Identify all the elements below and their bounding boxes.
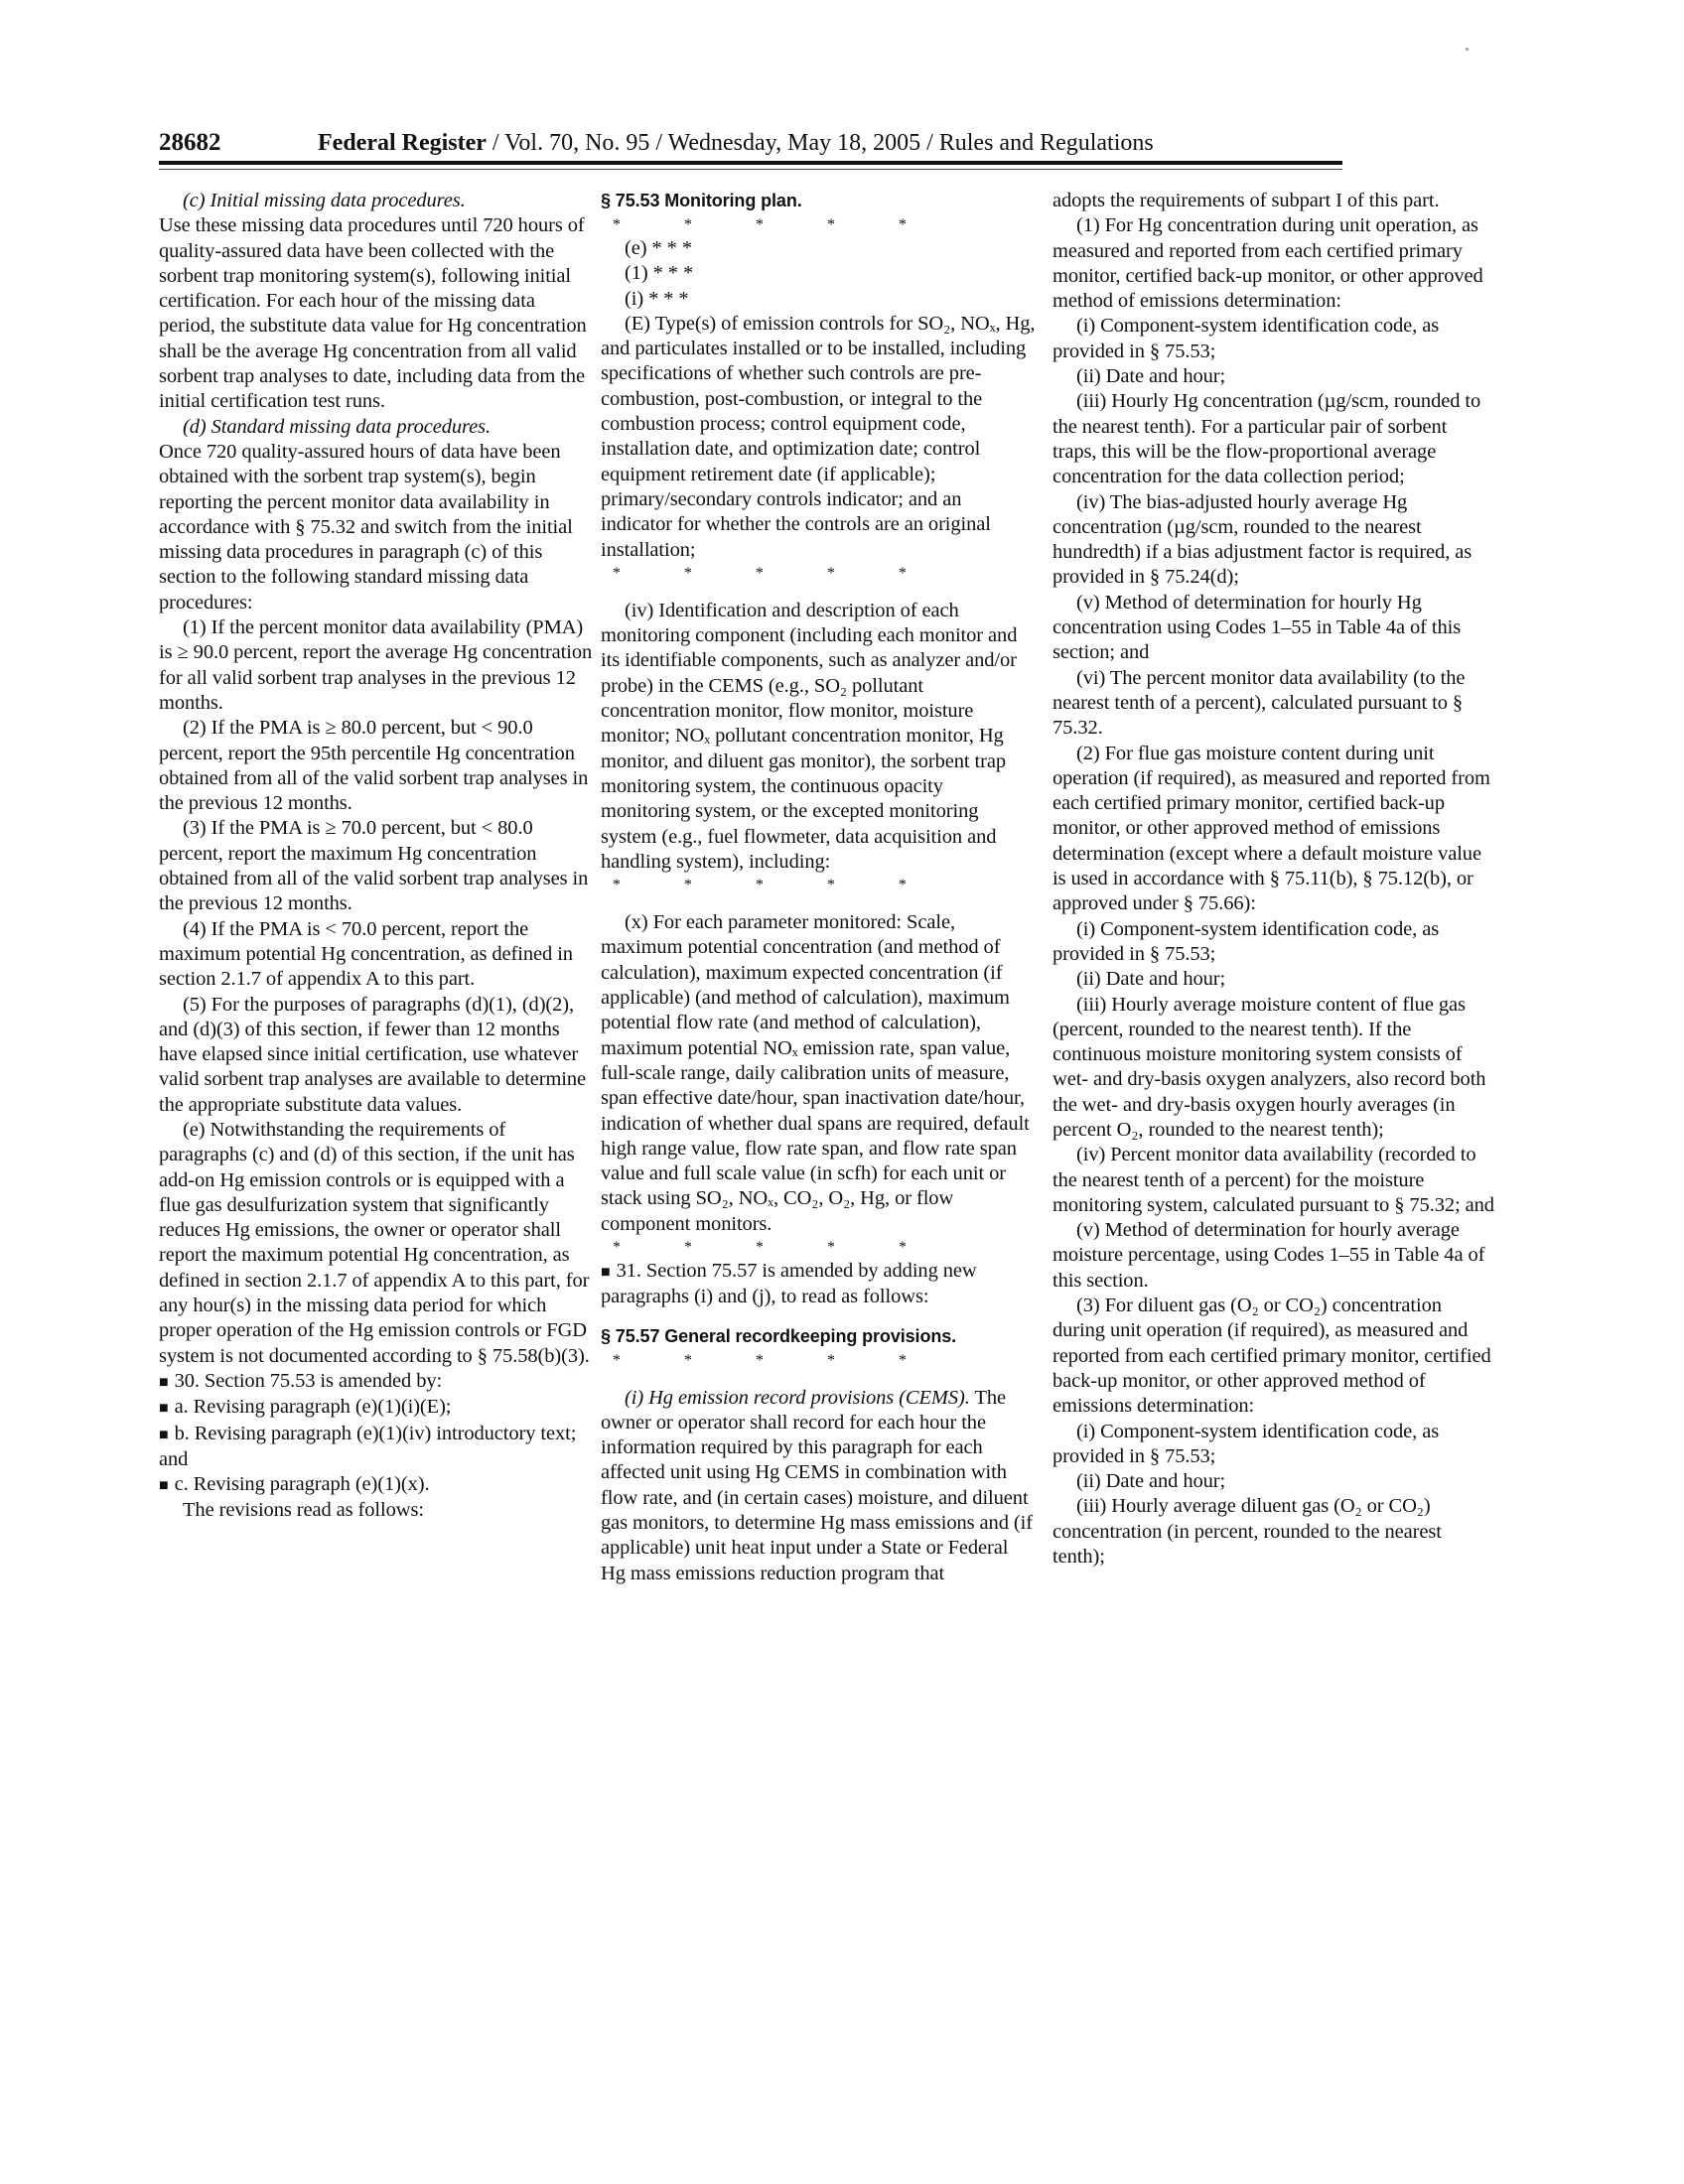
paragraph: (2) If the PMA is ≥ 80.0 percent, but < 90.0 percent, report the 95th percentile Hg concentration obtained from all of the valid sorbent trap analyses in the previous 12 months. [159,717,589,815]
paragraph: (iii) Hourly Hg concentration (µg/scm, rounded to the nearest tenth). For a particular pair of sorbent traps, this will be the flow-proportional average concentration for the data collection period; [1052,390,1481,488]
header-rule [159,161,1342,165]
paragraph: (d) Standard missing data procedures. [183,415,491,438]
section-heading: § 75.57 General recordkeeping provisions. [601,1325,957,1346]
paragraph: (vi) The percent monitor data availability (to the nearest tenth of a percent), calculated pursuant to § 75.32. [1052,666,1466,740]
paragraph: (3) For diluent gas (O₂ or CO₂) concentration during unit operation (if required), as measured and reported from each certified primary monitor, certified back-up monitor, or other approved method of emissions determination: [1052,1295,1491,1418]
paragraph: (E) Type(s) of emission controls for SO₂, NOₓ, Hg, and particulates installed or to be installed, including specifications of whether such controls are pre-combustion, post-combustion, or integral to the combustion process; control equipment code, installation date, and optimization date; control equipment retirement date (if applicable); primary/secondary controls indicator; and an indicator for whether the controls are an original installation; [601,312,1036,561]
paragraph: (e) * * * [625,237,692,259]
paragraph: (c) Initial missing data procedures. [183,190,466,211]
paragraph: (i) Component-system identification code, as provided in § 75.53; [1052,1420,1440,1467]
paragraph: (1) For Hg concentration during unit operation, as measured and reported from each certified primary monitor, certified back-up monitor, or other approved method of emissions determination: [1052,214,1483,313]
journal-name: Federal Register [318,130,487,156]
paragraph: (ii) Date and hour; [1076,1470,1226,1493]
amendment-item: ■ b. Revising paragraph (e)(1)(iv) introductory text; and [159,1422,596,1473]
paragraph: (x) For each parameter monitored: Scale, maximum potential concentration (and method of calculation), maximum expected concentration (if applicable) (and method of calculation), maximum potential flow rate (and method of calculation), maximum potential NOₓ emission rate, span value, full-scale range, daily calibration units of measure, span effective date/hour, span inactivation date/hour, indication of whether dual spans are required, default high range value, flow rate span, and flow rate span value and full scale value (in scfh) for each unit or stack using SO₂, NOₓ, CO₂, O₂, Hg, or flow component monitors. [601,911,1030,1235]
paragraph: (iv) The bias-adjusted hourly average Hg concentration (µg/scm, rounded to the nearest hundredth) if a bias adjustment factor is required, as provided in § 75.24(d); [1052,490,1473,589]
paragraph: (4) If the PMA is < 70.0 percent, report the maximum potential Hg concentration, as defined in section 2.1.7 of appendix A to this part. [159,917,573,991]
issue-info: / Vol. 70, No. 95 / Wednesday, May 18, 2005 / Rules and Regulations [486,130,1154,156]
ellipsis-stars: * * * * * [613,877,936,894]
scan-speck [1466,48,1469,51]
column-2 [601,189,1038,1586]
ellipsis-stars: * * * * * [613,1238,936,1256]
ellipsis-stars: * * * * * [613,564,936,582]
paragraph: Once 720 quality-assured hours of data have been obtained with the sorbent trap system(s), begin reporting the percent monitor data availability in accordance with § 75.32 and switch from the initial missing data procedures in paragraph (c) of this section to the following standard missing data procedures: [159,440,573,614]
paragraph: (3) If the PMA is ≥ 70.0 percent, but < 80.0 percent, report the maximum Hg concentration obtained from all of the valid sorbent trap analyses in the previous 12 months. [159,817,589,915]
paragraph: (i) Component-system identification code, as provided in § 75.53; [1052,315,1440,362]
paragraph: (i) * * * [625,287,689,310]
paragraph: (iii) Hourly average diluent gas (O₂ or CO₂) concentration (in percent, rounded to the nearest tenth); [1052,1495,1442,1569]
paragraph: (v) Method of determination for hourly average moisture percentage, using Codes 1–55 in Table 4a of this section. [1052,1219,1485,1292]
paragraph: (ii) Date and hour; [1076,968,1226,991]
paragraph: (ii) Date and hour; [1076,365,1226,388]
column-1 [159,189,596,1524]
column-3 [1052,189,1494,1570]
amendment-item: ■ 30. Section 75.53 is amended by: [159,1369,596,1395]
paragraph: (iv) Percent monitor data availability (recorded to the nearest tenth of a percent) for the moisture monitoring system, calculated pursuant to § 75.32; and [1052,1144,1494,1216]
paragraph: (5) For the purposes of paragraphs (d)(1), (d)(2), and (d)(3) of this section, if fewer than 12 months have elapsed since initial certification, use whatever valid sorbent trap analyses are available to determine the appropriate substitute data values. [159,993,587,1116]
page-header [159,119,1340,159]
paragraph: adopts the requirements of subpart I of this part. [1052,190,1440,211]
section-heading: § 75.53 Monitoring plan. [601,191,802,210]
header-rule-thin [159,169,1342,170]
paragraph: (1) If the percent monitor data availability (PMA) is ≥ 90.0 percent, report the average Hg concentration for all valid sorbent trap analyses in the previous 12 months. [159,616,593,714]
paragraph: (i) Hg emission record provisions (CEMS). The owner or operator shall record for each hour the information required by this paragraph for each affected unit using Hg CEMS in combination with flow rate, and (in certain cases) moisture, and diluent gas monitors, to determine Hg mass emissions and (if applicable) unit heat input under a State or Federal Hg mass emissions reduction program that [601,1386,1033,1584]
paragraph: Use these missing data procedures until 720 hours of quality-assured data have been collected with the sorbent trap monitoring system(s), following initial certification. For each hour of the missing data period, the substitute data value for Hg concentration shall be the average Hg concentration from all valid sorbent trap analyses to date, including data from the initial certification test runs. [159,214,587,413]
paragraph: The revisions read as follows: [183,1499,424,1522]
paragraph: (1) * * * [625,262,694,285]
ellipsis-stars: * * * * * [613,1351,936,1369]
paragraph: (v) Method of determination for hourly Hg concentration using Codes 1–55 in Table 4a of this section; and [1052,591,1462,664]
paragraph: (e) Notwithstanding the requirements of paragraphs (c) and (d) of this section, if the unit has add-on Hg emission controls or is equipped with a flue gas desulfurization system that significantly reduces Hg emissions, the owner or operator shall report the maximum potential Hg concentration, as defined in section 2.1.7 of appendix A to this part, for any hour(s) in the missing data period for which proper operation of the Hg emission controls or FGD system is not documented according to § 75.58(b)(3). [159,1118,590,1367]
page-title [318,127,1154,159]
paragraph: (i) Component-system identification code, as provided in § 75.53; [1052,917,1440,965]
paragraph: (iii) Hourly average moisture content of flue gas (percent, rounded to the nearest tenth). If the continuous moisture monitoring system consists of wet- and dry-basis oxygen analyzers, also record both the wet- and dry-basis oxygen hourly averages (in percent O₂, rounded to the nearest tenth); [1052,993,1486,1141]
amendment-item: ■ 31. Section 75.57 is amended by adding new paragraphs (i) and (j), to read as follows: [601,1259,1038,1310]
ellipsis-stars: * * * * * [613,216,936,233]
page-number: 28682 [159,129,221,156]
amendment-item: ■ a. Revising paragraph (e)(1)(i)(E); [159,1395,596,1421]
paragraph: (2) For flue gas moisture content during unit operation (if required), as measured and reported from each certified primary monitor, certified back-up monitor, or other approved method of emissions determination (except where a default moisture value is used in accordance with § 75.11(b), § 75.12(b), or approved under § 75.66): [1052,742,1490,915]
amendment-item: ■ c. Revising paragraph (e)(1)(x). [159,1472,596,1498]
paragraph: (iv) Identification and description of each monitoring component (including each monitor and its identifiable components, such as analyzer and/or probe) in the CEMS (e.g., SO₂ pollutant concentration monitor, flow monitor, moisture monitor; NOₓ pollutant concentration monitor, Hg monitor, and diluent gas monitor), the sorbent trap monitoring system, the continuous opacity monitoring system, or the excepted monitoring system (e.g., fuel flowmeter, data acquisition and handling system), including: [601,599,1018,873]
